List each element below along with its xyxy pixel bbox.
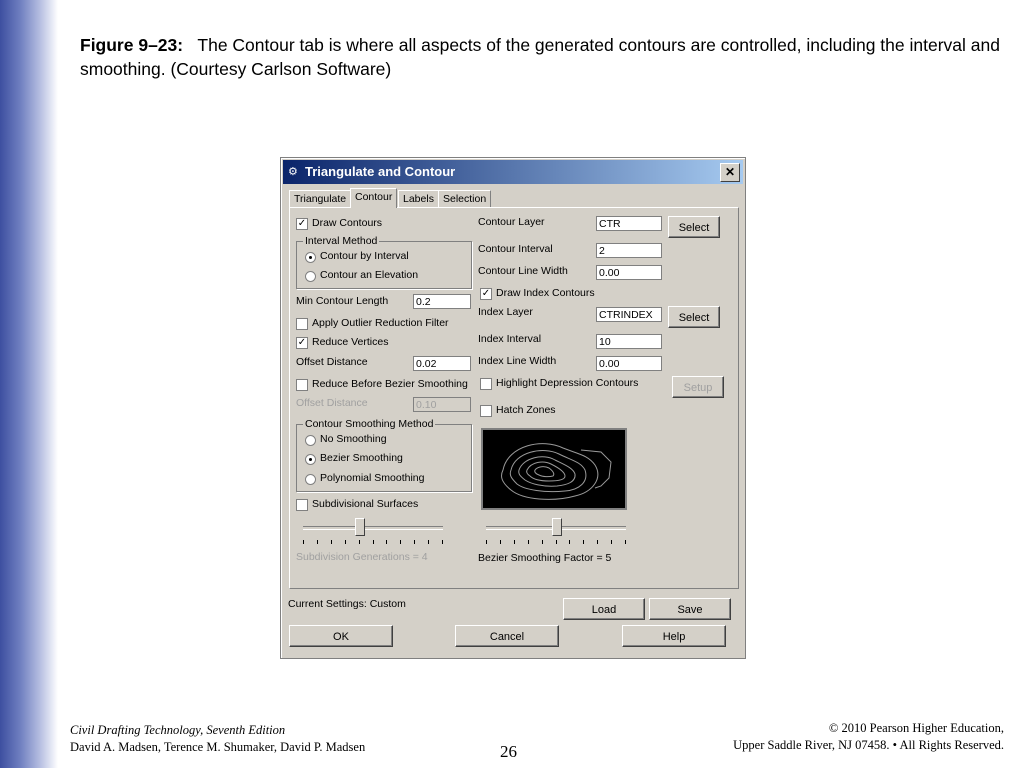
slider-tick — [303, 540, 304, 544]
slider-tick — [400, 540, 401, 544]
slider-tick — [386, 540, 387, 544]
slider-tick — [556, 540, 557, 544]
contour-tab-panel — [289, 207, 739, 589]
subdivision-slider-ticks — [303, 540, 443, 544]
save-button[interactable]: Save — [649, 598, 731, 620]
polynomial-smoothing-label: Polynomial Smoothing — [320, 472, 425, 484]
draw-contours-checkbox[interactable]: ✓ — [297, 218, 307, 229]
slider-tick — [331, 540, 332, 544]
book-authors: David A. Madsen, Terence M. Shumaker, David P. Madsen — [70, 740, 366, 754]
bezier-smoothing-label: Bezier Smoothing — [320, 452, 403, 464]
contour-layer-input[interactable]: CTR — [596, 216, 662, 231]
side-stripe — [0, 0, 58, 768]
index-layer-select-button[interactable]: Select — [668, 306, 720, 328]
contour-by-interval-label: Contour by Interval — [320, 250, 409, 262]
subdivision-slider-thumb[interactable] — [355, 518, 365, 536]
contour-layer-select-button[interactable]: Select — [668, 216, 720, 238]
load-button[interactable]: Load — [563, 598, 645, 620]
contour-preview — [481, 428, 627, 510]
contour-an-elevation-label: Contour an Elevation — [320, 269, 419, 281]
min-contour-length-input[interactable]: 0.2 — [413, 294, 471, 309]
index-line-width-label: Index Line Width — [478, 355, 557, 367]
tab-contour[interactable]: Contour — [350, 188, 397, 208]
draw-index-contours-checkbox[interactable]: ✓ — [481, 288, 491, 299]
slider-tick — [569, 540, 570, 544]
app-icon: ⚙ — [288, 166, 298, 178]
min-contour-length-label: Min Contour Length — [296, 295, 389, 307]
slider-tick — [486, 540, 487, 544]
index-interval-input[interactable]: 10 — [596, 334, 662, 349]
reduce-before-bezier-label: Reduce Before Bezier Smoothing — [312, 378, 468, 390]
polynomial-smoothing-radio[interactable] — [305, 474, 316, 485]
interval-method-group — [296, 235, 472, 289]
slider-tick — [542, 540, 543, 544]
reduce-vertices-checkbox[interactable]: ✓ — [297, 337, 307, 348]
offset-distance-input[interactable]: 0.02 — [413, 356, 471, 371]
slider-tick — [442, 540, 443, 544]
draw-contours-label: Draw Contours — [312, 217, 383, 229]
draw-index-contours-label: Draw Index Contours — [496, 287, 595, 299]
bezier-smoothing-radio[interactable] — [305, 454, 316, 465]
page-number: 26 — [500, 742, 517, 761]
no-smoothing-label: No Smoothing — [320, 433, 387, 445]
close-button[interactable]: ✕ — [720, 163, 740, 182]
slider-tick — [625, 540, 626, 544]
contour-interval-label: Contour Interval — [478, 243, 553, 255]
highlight-depression-checkbox[interactable] — [480, 378, 492, 390]
index-layer-input[interactable]: CTRINDEX — [596, 307, 662, 322]
slider-tick — [359, 540, 360, 544]
tab-triangulate[interactable]: Triangulate — [289, 190, 351, 207]
reduce-before-bezier-checkbox[interactable] — [296, 379, 308, 391]
slider-tick — [528, 540, 529, 544]
highlight-depression-label: Highlight Depression Contours — [496, 377, 639, 389]
no-smoothing-radio[interactable] — [305, 435, 316, 446]
hatch-zones-checkbox[interactable] — [480, 405, 492, 417]
tab-selection[interactable]: Selection — [438, 190, 491, 207]
footer-book-info — [70, 722, 365, 756]
contour-layer-label: Contour Layer — [478, 216, 545, 228]
contour-by-interval-radio[interactable] — [305, 252, 316, 263]
slider-tick — [597, 540, 598, 544]
figure-caption — [80, 33, 1000, 81]
smoothing-method-group — [296, 418, 472, 492]
slider-tick — [428, 540, 429, 544]
contour-line-width-label: Contour Line Width — [478, 265, 568, 277]
slider-tick — [317, 540, 318, 544]
ok-button[interactable]: OK — [289, 625, 393, 647]
slider-tick — [583, 540, 584, 544]
apply-outlier-checkbox[interactable] — [296, 318, 308, 330]
offset-distance-label: Offset Distance — [296, 356, 368, 368]
hatch-zones-label: Hatch Zones — [496, 404, 556, 416]
slider-tick — [611, 540, 612, 544]
slider-tick — [514, 540, 515, 544]
copyright-line: © 2010 Pearson Higher Education, — [828, 721, 1004, 735]
bezier-factor-label: Bezier Smoothing Factor = 5 — [478, 552, 612, 564]
contour-an-elevation-radio[interactable] — [305, 271, 316, 282]
caption-text: The Contour tab is where all aspects of the generated contours are controlled, including the interval and smoothing. (Courtesy Carlson Software) — [80, 35, 1000, 79]
index-layer-label: Index Layer — [478, 306, 533, 318]
subdivision-generations-label: Subdivision Generations = 4 — [296, 551, 428, 563]
contour-preview-graphic — [483, 430, 625, 508]
index-line-width-input[interactable]: 0.00 — [596, 356, 662, 371]
subdivision-slider-track[interactable] — [303, 526, 443, 530]
tab-labels[interactable]: Labels — [398, 190, 439, 207]
slider-tick — [373, 540, 374, 544]
apply-outlier-label: Apply Outlier Reduction Filter — [312, 317, 449, 329]
subdivisional-surfaces-label: Subdivisional Surfaces — [312, 498, 419, 510]
figure-label: Figure 9–23: — [80, 35, 184, 55]
offset-distance2-label: Offset Distance — [296, 397, 368, 409]
setup-button[interactable]: Setup — [672, 376, 724, 398]
bezier-slider-thumb[interactable] — [552, 518, 562, 536]
contour-line-width-input[interactable]: 0.00 — [596, 265, 662, 280]
address-line: Upper Saddle River, NJ 07458. • All Rights Reserved. — [733, 738, 1004, 752]
cancel-button[interactable]: Cancel — [455, 625, 559, 647]
bezier-slider-ticks — [486, 540, 626, 544]
slider-tick — [500, 540, 501, 544]
slider-tick — [345, 540, 346, 544]
dialog-title: Triangulate and Contour — [305, 164, 456, 179]
reduce-vertices-label: Reduce Vertices — [312, 336, 389, 348]
triangulate-contour-dialog — [280, 157, 746, 659]
title-bar[interactable] — [283, 160, 743, 184]
offset-distance2-input[interactable]: 0.10 — [413, 397, 471, 412]
footer-copyright — [733, 720, 1004, 754]
book-title: Civil Drafting Technology, Seventh Edition — [70, 723, 286, 737]
contour-interval-input[interactable]: 2 — [596, 243, 662, 258]
subdivisional-surfaces-checkbox[interactable] — [296, 499, 308, 511]
index-interval-label: Index Interval — [478, 333, 542, 345]
interval-method-title: Interval Method — [305, 235, 378, 247]
smoothing-method-title: Contour Smoothing Method — [305, 418, 434, 430]
slider-tick — [414, 540, 415, 544]
current-settings-label: Current Settings: Custom — [288, 598, 406, 610]
help-button[interactable]: Help — [622, 625, 726, 647]
